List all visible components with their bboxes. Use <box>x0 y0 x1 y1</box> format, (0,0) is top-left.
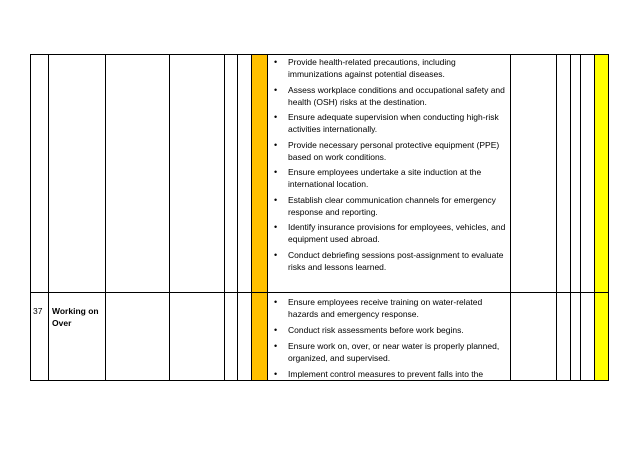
row-divider <box>30 292 608 293</box>
column-rule <box>105 54 106 381</box>
bullet-icon: • <box>274 140 278 150</box>
column-rule <box>267 54 268 381</box>
bullet-icon: • <box>274 341 278 351</box>
column-rule <box>237 54 238 381</box>
bullet-icon: • <box>274 297 278 307</box>
column-rule <box>510 54 511 381</box>
bullet-icon: • <box>274 369 278 379</box>
control-measure: Implement control measures to prevent falls into the <box>288 369 484 379</box>
column-rule <box>594 54 595 381</box>
table-bottom-border <box>30 380 608 381</box>
control-measure: Conduct risk assessments before work begins. <box>288 325 464 335</box>
bullet-icon: • <box>274 325 278 335</box>
column-rule <box>570 54 571 381</box>
column-rule <box>580 54 581 381</box>
column-rule <box>169 54 170 381</box>
column-rule <box>48 54 49 381</box>
control-measure: Ensure adequate supervision when conducting high-risk activities internationally. <box>288 112 499 134</box>
column-rule <box>251 54 252 381</box>
control-measure: Ensure work on, over, or near water is properly planned, organized, and supervised. <box>288 341 500 363</box>
control-measure: Assess workplace conditions and occupational safety and health (OSH) risks at the destination. <box>288 85 505 107</box>
column-rule <box>224 54 225 381</box>
control-measure: Conduct debriefing sessions post-assignment to evaluate risks and lessons learned. <box>288 250 504 272</box>
row-number: 37 <box>33 306 43 316</box>
table-top-border <box>30 54 608 55</box>
bullet-icon: • <box>274 195 278 205</box>
control-measure: Establish clear communication channels for emergency response and reporting. <box>288 195 496 217</box>
control-measure: Provide health-related precautions, including immunizations against potential diseases. <box>288 57 456 79</box>
control-measure: Ensure employees receive training on water-related hazards and emergency response. <box>288 297 483 319</box>
bullet-icon: • <box>274 85 278 95</box>
risk-rating-column <box>251 54 267 381</box>
column-rule <box>556 54 557 381</box>
column-rule <box>30 54 31 381</box>
hazard-name: Working on Over <box>52 306 99 328</box>
residual-rating-column <box>594 54 608 381</box>
bullet-icon: • <box>274 167 278 177</box>
control-measure: Ensure employees undertake a site induction at the international location. <box>288 167 482 189</box>
column-rule <box>608 54 609 381</box>
bullet-icon: • <box>274 112 278 122</box>
control-measure: Identify insurance provisions for employees, vehicles, and equipment used abroad. <box>288 222 506 244</box>
control-measure: Provide necessary personal protective equipment (PPE) based on work conditions. <box>288 140 500 162</box>
bullet-icon: • <box>274 222 278 232</box>
bullet-icon: • <box>274 250 278 260</box>
bullet-icon: • <box>274 57 278 67</box>
